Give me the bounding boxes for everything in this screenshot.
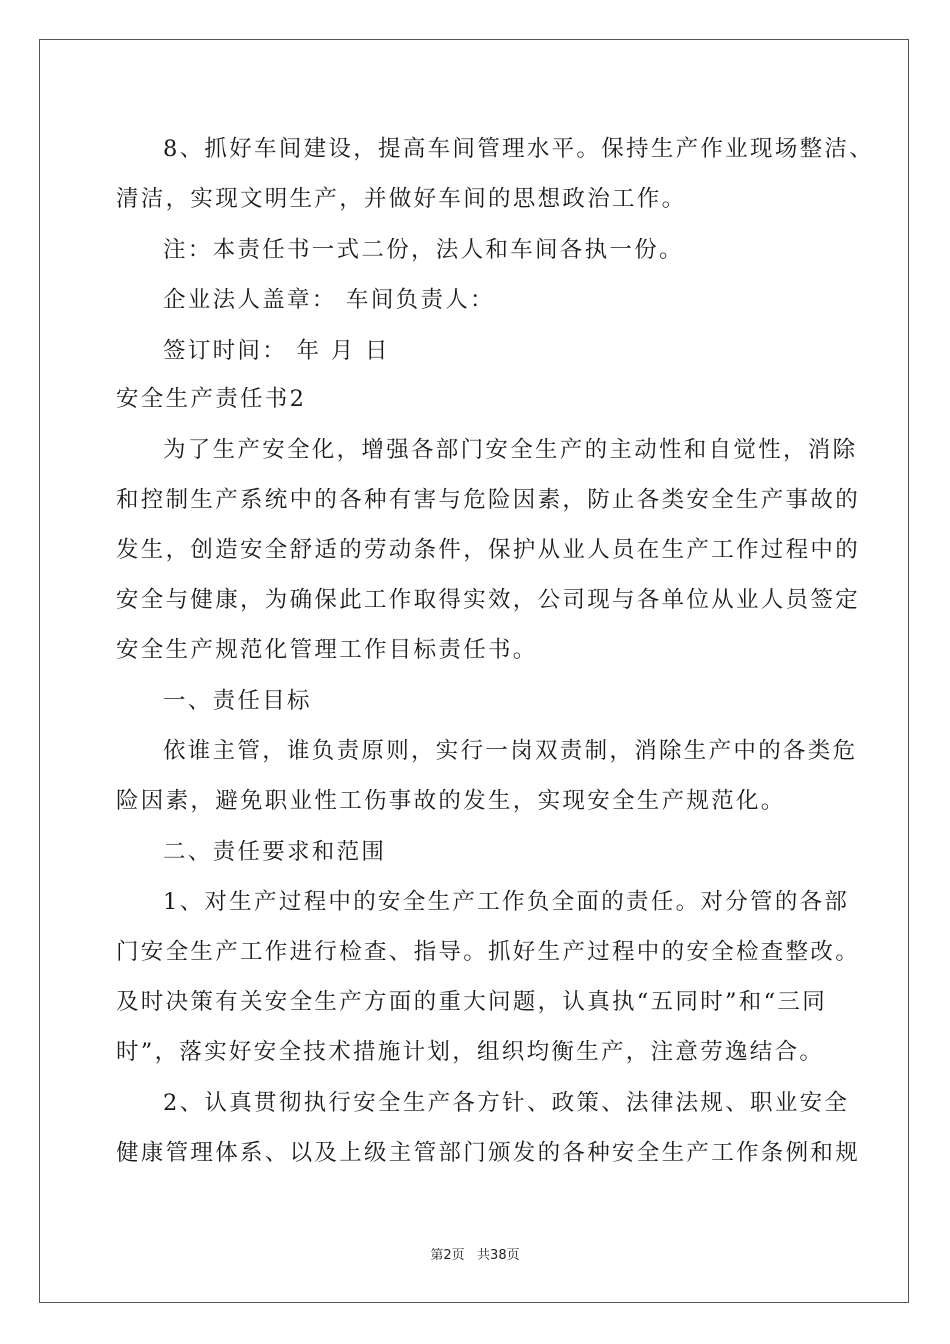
paragraph-line: 清洁，实现文明生产，并做好车间的思想政治工作。 xyxy=(116,186,687,212)
section-title: 安全生产责任书2 xyxy=(116,386,307,412)
paragraph-line: 时”，落实好安全技术措施计划，组织均衡生产，注意劳逸结合。 xyxy=(116,1039,825,1065)
heading-line: 二、责任要求和范围 xyxy=(163,839,387,865)
paragraph-line: 险因素，避免职业性工伤事故的发生，实现安全生产规范化。 xyxy=(116,788,786,814)
paragraph-line: 2、认真贯彻执行安全生产各方针、政策、法律法规、职业安全 xyxy=(163,1090,850,1116)
paragraph-line: 8、抓好车间建设，提高车间管理水平。保持生产作业现场整洁、 xyxy=(163,136,875,162)
page-number-footer: 第2页 共38页 xyxy=(430,1248,520,1263)
paragraph-line: 1、对生产过程中的安全生产工作负全面的责任。对分管的各部 xyxy=(163,889,850,915)
paragraph-line: 门安全生产工作进行检查、指导。抓好生产过程中的安全检查整改。 xyxy=(116,939,861,965)
note-line: 注：本责任书一式二份，法人和车间各执一份。 xyxy=(163,237,684,263)
paragraph-line: 发生，创造安全舒适的劳动条件，保护从业人员在生产工作过程中的 xyxy=(116,537,861,563)
paragraph-line: 为了生产安全化，增强各部门安全生产的主动性和自觉性，消除 xyxy=(163,437,858,463)
paragraph-line: 依谁主管，谁负责原则，实行一岗双责制，消除生产中的各类危 xyxy=(163,738,858,764)
paragraph-line: 健康管理体系、以及上级主管部门颁发的各种安全生产工作条例和规 xyxy=(116,1140,861,1166)
paragraph-line: 安全生产规范化管理工作目标责任书。 xyxy=(116,637,538,663)
paragraph-line: 安全与健康，为确保此工作取得实效，公司现与各单位从业人员签定 xyxy=(116,587,861,613)
paragraph-line: 和控制生产系统中的各种有害与危险因素，防止各类安全生产事故的 xyxy=(116,487,861,513)
heading-line: 一、责任目标 xyxy=(163,688,312,714)
date-line: 签订时间： 年 月 日 xyxy=(163,338,390,364)
paragraph-line: 及时决策有关安全生产方面的重大问题，认真执“五同时”和“三同 xyxy=(116,989,828,1015)
signature-line: 企业法人盖章： 车间负责人： xyxy=(163,287,495,313)
